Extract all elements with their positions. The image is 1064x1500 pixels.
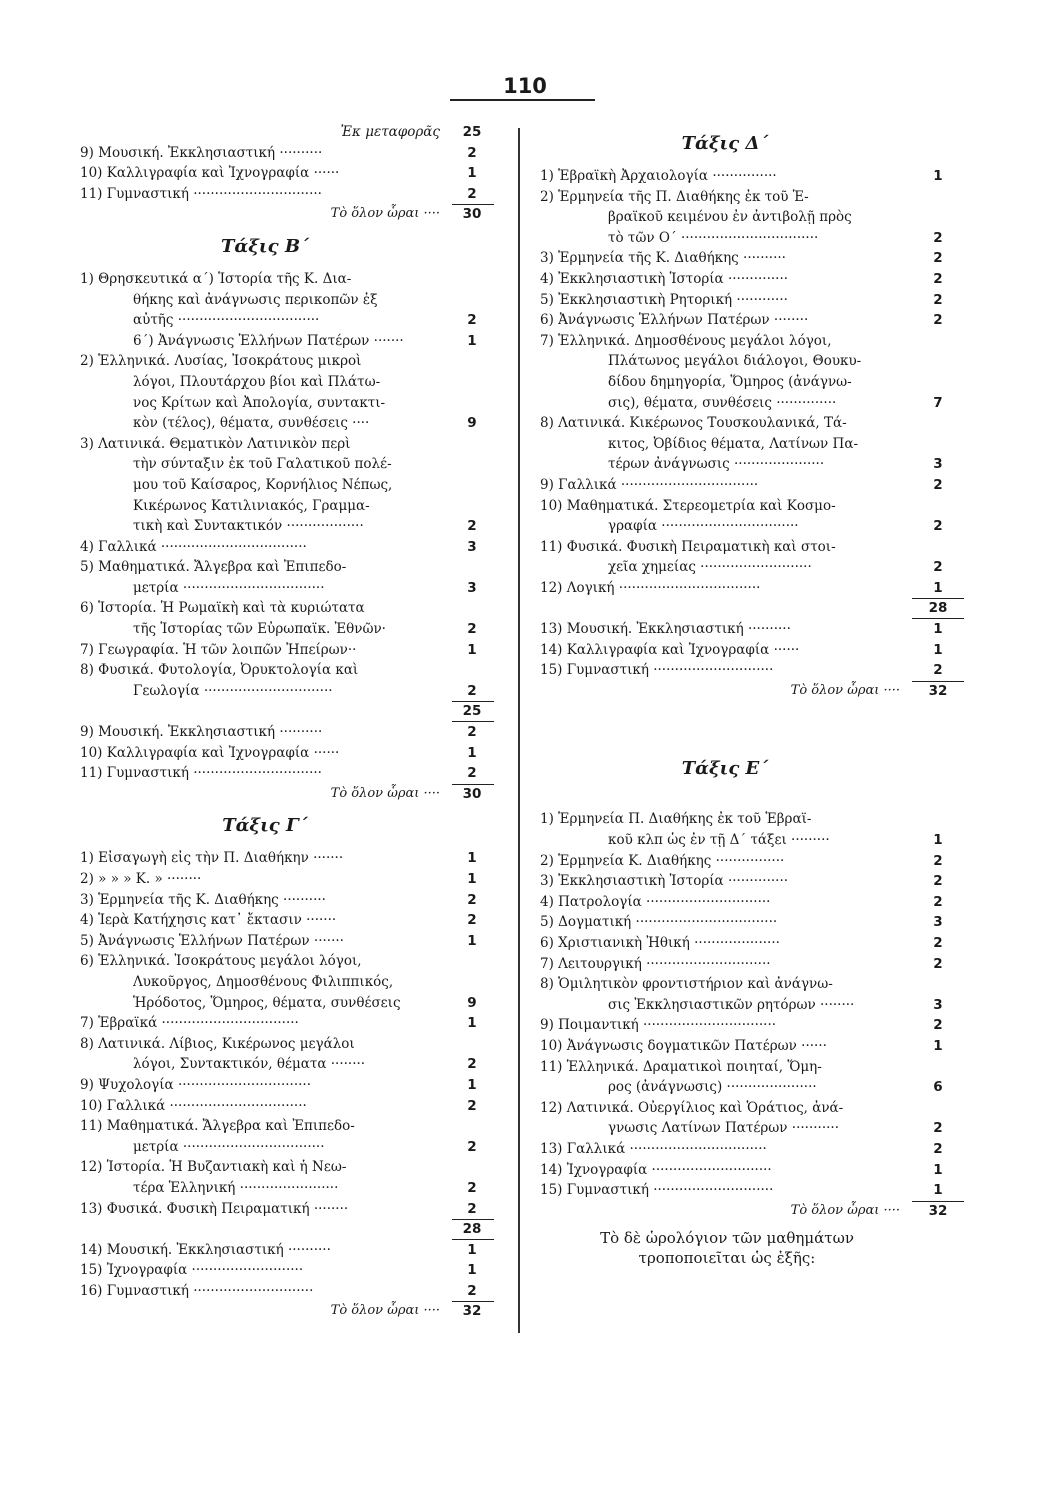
class-d-total-label: Τὸ ὅλον ὧραι ···· xyxy=(790,682,900,698)
subject-text: 14) Ἰχνογραφία ···························· xyxy=(540,1161,772,1178)
subject-row xyxy=(80,619,500,640)
carry-label: Ἐκ μεταφορᾶς xyxy=(340,124,440,140)
subject-row xyxy=(540,413,960,434)
subject-row xyxy=(540,248,960,269)
subject-row xyxy=(540,1139,960,1160)
subject-row xyxy=(80,184,500,205)
hours-count: 7 xyxy=(933,394,943,411)
hours-count: 2 xyxy=(933,250,943,267)
subject-text: γραφία ································ xyxy=(608,518,799,535)
subject-text: λόγοι, Πλουτάρχου βίοι καὶ Πλάτω- xyxy=(133,373,381,390)
subject-row xyxy=(540,475,960,496)
hours-count: 2 xyxy=(467,891,477,908)
hours-count: 2 xyxy=(467,765,477,782)
hours-count: 2 xyxy=(933,1120,943,1137)
hours-count: 1 xyxy=(467,871,477,887)
page-number-rule xyxy=(450,99,595,101)
subject-text: Πλάτωνος μεγάλοι διάλογοι, Θουκυ- xyxy=(608,353,862,370)
class-d-rows xyxy=(540,166,960,598)
class-d-extra-rows xyxy=(540,619,960,681)
subject-text: 3) Λατινικά. Θεματικὸν Λατινικὸν περὶ xyxy=(80,435,351,452)
hours-count: 1 xyxy=(933,168,943,184)
class-d-subtotal: 28 xyxy=(928,600,948,617)
subject-row xyxy=(80,290,500,311)
subject-row xyxy=(540,310,960,331)
subject-text: 12) Λατινικά. Οὐεργίλιος καὶ Ὁράτιος, ἀνά- xyxy=(540,1099,844,1116)
hours-count: 1 xyxy=(467,1015,477,1032)
subject-text: 13) Φυσικά. Φυσικὴ Πειραματική ········ xyxy=(80,1200,349,1217)
hours-count: 2 xyxy=(933,955,943,972)
subject-row xyxy=(540,809,960,830)
subject-text: 3) Ἑρμηνεία τῆς Κ. Διαθήκης ·········· xyxy=(540,250,786,267)
subject-row xyxy=(540,619,960,640)
hours-count: 2 xyxy=(933,518,943,535)
subject-row xyxy=(80,163,500,184)
hours-count: 2 xyxy=(933,476,943,493)
subject-row xyxy=(540,912,960,933)
subject-row xyxy=(540,454,960,475)
subject-row xyxy=(540,207,960,228)
subject-text: 1) Ἑβραϊκὴ Ἀρχαιολογία ··············· xyxy=(540,168,777,184)
subject-text: 5) Μαθηματικά. Ἄλγεβρα καὶ Ἐπιπεδο- xyxy=(80,559,347,576)
hours-count: 1 xyxy=(467,332,477,349)
subject-row xyxy=(540,331,960,352)
subject-row xyxy=(540,1180,960,1201)
class-e-total-count: 32 xyxy=(928,1202,948,1219)
subject-text: 10) Ἀνάγνωσις δογματικῶν Πατέρων ······ xyxy=(540,1037,827,1054)
subject-text: 4) Πατρολογία ····························· xyxy=(540,893,771,910)
subject-text: 3) Ἑρμηνεία τῆς Κ. Διαθήκης ·········· xyxy=(80,891,326,908)
class-c-rows xyxy=(80,848,500,1219)
subject-text: μετρία ································· xyxy=(133,1138,325,1155)
hours-count: 2 xyxy=(933,559,943,576)
subject-text: 7) Λειτουργική ····························· xyxy=(540,955,771,972)
subject-text: μετρία ································· xyxy=(133,579,325,596)
subject-row xyxy=(80,743,500,764)
subject-text: 11) Γυμναστική ······························ xyxy=(80,185,322,202)
subject-text: 16) Γυμναστική ···························· xyxy=(80,1282,314,1299)
class-c-total-row xyxy=(80,1301,500,1322)
subject-row xyxy=(80,454,500,475)
subject-text: 3) Ἐκκλησιαστικὴ Ἱστορία ·············· xyxy=(540,873,789,890)
hours-count: 1 xyxy=(467,641,477,658)
subject-text: 12) Λογική ································· xyxy=(540,579,761,596)
subject-text: 7) Ἑβραϊκά ································ xyxy=(80,1015,299,1032)
subject-text: 9) Μουσική. Ἐκκλησιαστική ·········· xyxy=(80,144,323,161)
subject-row xyxy=(540,892,960,913)
subject-text: χεῖα χημείας ·························· xyxy=(608,559,812,576)
hours-count: 1 xyxy=(467,1241,477,1258)
subject-row xyxy=(540,228,960,249)
hours-count: 6 xyxy=(933,1079,943,1096)
hours-count: 2 xyxy=(467,912,477,929)
subject-text: 8) Φυσικά. Φυτολογία, Ὀρυκτολογία καὶ xyxy=(80,662,359,679)
hours-count: 1 xyxy=(467,850,477,867)
subject-text: ρος (ἀνάγνωσις) ····················· xyxy=(608,1079,817,1096)
subject-row xyxy=(80,993,500,1014)
class-d-total-row xyxy=(540,681,960,702)
right-column xyxy=(540,122,960,1221)
subject-text: 5) Ἐκκλησιαστικὴ Ρητορική ············ xyxy=(540,291,788,308)
subject-text: 9) Μουσική. Ἐκκλησιαστική ·········· xyxy=(80,724,323,741)
subject-text: κοῦ κλπ ὡς ἐν τῇ Δ΄ τάξει ········· xyxy=(608,832,830,849)
subject-row xyxy=(540,166,960,187)
subject-text: κιτος, Ὀβίδιος θέματα, Λατίνων Πα- xyxy=(608,435,859,452)
left-column xyxy=(80,122,500,1322)
subject-row xyxy=(540,851,960,872)
subject-row xyxy=(80,413,500,434)
subject-text: τὸ τῶν Ο΄ ································ xyxy=(608,229,819,246)
subject-row xyxy=(540,995,960,1016)
class-c-total-label: Τὸ ὅλον ὧραι ···· xyxy=(330,1303,440,1319)
subject-row xyxy=(540,351,960,372)
subject-text: 9) Γαλλικά ································ xyxy=(540,476,759,493)
subject-text: 2) » » » Κ. » ········ xyxy=(80,871,202,887)
subject-text: 5) Ἀνάγνωσις Ἑλλήνων Πατέρων ······· xyxy=(80,932,344,949)
subject-text: σις), θέματα, συνθέσεις ·············· xyxy=(608,394,837,411)
subject-text: 15) Γυμναστική ···························· xyxy=(540,1182,774,1199)
subject-text: Κικέρωνος Κατιλινιακός, Γραμμα- xyxy=(133,497,370,514)
subject-text: 14) Μουσική. Ἐκκλησιαστική ·········· xyxy=(80,1241,331,1258)
subject-row xyxy=(80,143,500,164)
subject-text: 9) Ποιμαντική ······························· xyxy=(540,1017,777,1034)
subject-row xyxy=(540,1098,960,1119)
subject-row xyxy=(80,660,500,681)
class-c-total-count: 32 xyxy=(462,1303,482,1320)
subject-row xyxy=(80,372,500,393)
subject-text: 15) Ἰχνογραφία ·························· xyxy=(80,1262,304,1279)
class-b-total-label: Τὸ ὅλον ὧραι ···· xyxy=(330,785,440,801)
subject-row xyxy=(80,1240,500,1261)
subject-row xyxy=(80,1157,500,1178)
hours-count: 1 xyxy=(933,832,943,849)
hours-count: 2 xyxy=(467,682,477,699)
subject-text: 13) Γαλλικά ································ xyxy=(540,1140,767,1157)
subject-row xyxy=(80,681,500,702)
subject-row xyxy=(80,972,500,993)
class-c-subtotal-row xyxy=(80,1219,500,1240)
subject-row xyxy=(540,1118,960,1139)
subject-row xyxy=(540,1160,960,1181)
subject-row xyxy=(80,1013,500,1034)
subject-text: τῆς Ἱστορίας τῶν Εὐρωπαϊκ. Ἐθνῶν· xyxy=(133,621,386,638)
intro-total-row xyxy=(80,204,500,225)
hours-count: 2 xyxy=(467,312,477,329)
subject-text: 1) Θρησκευτικά α΄) Ἱστορία τῆς Κ. Δια- xyxy=(80,270,352,287)
hours-count: 2 xyxy=(467,1138,477,1155)
subject-row xyxy=(80,516,500,537)
hours-count: 1 xyxy=(933,579,943,596)
subject-row xyxy=(80,1137,500,1158)
subject-row xyxy=(80,1034,500,1055)
subject-row xyxy=(540,1077,960,1098)
subject-text: τικὴ καὶ Συντακτικόν ·················· xyxy=(133,518,364,535)
subject-row xyxy=(540,393,960,414)
subject-text: 10) Καλλιγραφία καὶ Ἰχνογραφία ······ xyxy=(80,744,340,761)
subject-row xyxy=(540,496,960,517)
hours-count: 2 xyxy=(933,270,943,287)
hours-count: 1 xyxy=(933,1161,943,1178)
subject-row xyxy=(80,931,500,952)
subject-row xyxy=(540,1036,960,1057)
carry-row xyxy=(80,122,500,143)
class-e-rows xyxy=(540,809,960,1200)
subject-text: 10) Καλλιγραφία καὶ Ἰχνογραφία ······ xyxy=(80,165,340,182)
subject-row xyxy=(540,434,960,455)
subject-row xyxy=(80,310,500,331)
hours-count: 3 xyxy=(467,579,477,596)
subject-text: 8) Λατινικά. Κικέρωνος Τουσκουλανικά, Τά- xyxy=(540,415,847,432)
subject-row xyxy=(540,830,960,851)
subject-text: 4) Ἱερὰ Κατήχησις κατ᾿ ἔκτασιν ······· xyxy=(80,912,337,929)
subject-row xyxy=(80,537,500,558)
subject-text: θήκης καὶ ἀνάγνωσις περικοπῶν ἐξ xyxy=(133,291,378,308)
class-d-total-count: 32 xyxy=(928,682,948,699)
hours-count: 2 xyxy=(933,893,943,910)
class-d-subtotal-row xyxy=(540,598,960,619)
hours-count: 1 xyxy=(467,744,477,761)
hours-count: 2 xyxy=(933,291,943,308)
subject-text: 13) Μουσική. Ἐκκλησιαστική ·········· xyxy=(540,621,791,638)
subject-text: 1) Ἑρμηνεία Π. Διαθήκης ἐκ τοῦ Ἑβραϊ- xyxy=(540,811,812,828)
subject-row xyxy=(80,1116,500,1137)
class-b-heading: Τάξις Β΄ xyxy=(220,235,310,257)
carry-count: 25 xyxy=(462,124,482,140)
class-e-total-label: Τὸ ὅλον ὧραι ···· xyxy=(790,1202,900,1218)
subject-row xyxy=(80,910,500,931)
subject-text: λόγοι, Συντακτικόν, θέματα ········ xyxy=(133,1056,366,1073)
subject-text: 2) Ἑρμηνεία τῆς Π. Διαθήκης ἐκ τοῦ Ἑ- xyxy=(540,188,809,205)
subject-text: 4) Γαλλικά ·································· xyxy=(80,538,307,555)
subject-text: 15) Γυμναστική ···························· xyxy=(540,662,774,679)
subject-text: 6) Ἑλληνικά. Ἰσοκράτους μεγάλοι λόγοι, xyxy=(80,953,362,970)
subject-row xyxy=(80,434,500,455)
hours-count: 2 xyxy=(467,144,477,161)
subject-row xyxy=(80,1260,500,1281)
hours-count: 2 xyxy=(467,185,477,202)
class-c-subtotal: 28 xyxy=(462,1221,482,1238)
hours-count: 2 xyxy=(933,852,943,869)
hours-count: 2 xyxy=(467,1179,477,1196)
subject-text: 2) Ἑρμηνεία Κ. Διαθήκης ················ xyxy=(540,852,785,869)
class-b-subtotal-row xyxy=(80,701,500,722)
subject-text: 11) Μαθηματικά. Ἄλγεβρα καὶ Ἐπιπεδο- xyxy=(80,1118,355,1135)
subject-row xyxy=(540,640,960,661)
hours-count: 2 xyxy=(467,1097,477,1114)
subject-row xyxy=(80,640,500,661)
subject-text: 6) Ἱστορία. Ἡ Ρωμαϊκὴ καὶ τὰ κυριώτατα xyxy=(80,600,365,617)
subject-text: κὸν (τέλος), θέματα, συνθέσεις ···· xyxy=(133,415,370,432)
class-c-extra-rows xyxy=(80,1240,500,1302)
subject-text: 7) Γεωγραφία. Ἡ τῶν λοιπῶν Ἠπείρων·· xyxy=(80,641,357,658)
subject-row xyxy=(540,933,960,954)
class-d-heading: Τάξις Δ΄ xyxy=(681,133,769,154)
subject-row xyxy=(80,496,500,517)
hours-count: 9 xyxy=(467,994,477,1011)
subject-row xyxy=(540,974,960,995)
hours-count: 3 xyxy=(933,914,943,931)
class-b-extra-rows xyxy=(80,722,500,784)
subject-text: 2) Ἑλληνικά. Λυσίας, Ἰσοκράτους μικροὶ xyxy=(80,353,362,370)
subject-row xyxy=(80,763,500,784)
hours-count: 1 xyxy=(933,1182,943,1199)
subject-text: 8) Ὁμιλητικὸν φροντιστήριον καὶ ἀνάγνω- xyxy=(540,976,833,993)
subject-row xyxy=(80,1096,500,1117)
subject-row xyxy=(80,269,500,290)
hours-count: 2 xyxy=(467,518,477,535)
subject-row xyxy=(80,598,500,619)
subject-text: τέρων ἀνάγνωσις ····················· xyxy=(608,456,825,473)
subject-text: 11) Γυμναστική ······························ xyxy=(80,765,322,782)
hours-count: 2 xyxy=(933,935,943,951)
subject-text: Γεωλογία ······························ xyxy=(133,682,333,699)
hours-count: 2 xyxy=(933,1017,943,1034)
intro-total-label: Τὸ ὅλον ὧραι ···· xyxy=(330,206,440,222)
subject-text: Ἡρόδοτος, Ὅμηρος, θέματα, συνθέσεις xyxy=(133,994,401,1011)
subject-row xyxy=(540,516,960,537)
hours-count: 1 xyxy=(933,621,943,638)
schedule-note: Τὸ δὲ ὡρολόγιον τῶν μαθημάτων τροποποιεῖται ὡς ἑξῆς: xyxy=(600,1229,854,1267)
subject-text: 6) Χριστιανικὴ Ἠθική ···················· xyxy=(540,935,780,951)
subject-row xyxy=(80,351,500,372)
subject-row xyxy=(540,871,960,892)
subject-row xyxy=(80,869,500,890)
subject-row xyxy=(80,1054,500,1075)
hours-count: 1 xyxy=(933,1037,943,1054)
hours-count: 2 xyxy=(933,662,943,679)
intro-rows xyxy=(80,143,500,205)
class-c-heading: Τάξις Γ΄ xyxy=(222,815,308,837)
subject-text: 10) Γαλλικά ································ xyxy=(80,1097,307,1114)
subject-row xyxy=(80,1281,500,1302)
class-b-subtotal: 25 xyxy=(462,703,482,720)
subject-row xyxy=(80,393,500,414)
hours-count: 1 xyxy=(467,1076,477,1093)
subject-row xyxy=(80,722,500,743)
subject-row xyxy=(80,557,500,578)
subject-text: μου τοῦ Καίσαρος, Κορνήλιος Νέπως, xyxy=(133,476,393,493)
subject-row xyxy=(540,954,960,975)
subject-text: 10) Μαθηματικά. Στερεομετρία καὶ Κοσμο- xyxy=(540,497,836,514)
subject-text: 12) Ἱστορία. Ἡ Βυζαντιακὴ καὶ ἡ Νεω- xyxy=(80,1159,347,1176)
hours-count: 1 xyxy=(467,1262,477,1279)
subject-row xyxy=(80,1178,500,1199)
subject-text: Λυκοῦργος, Δημοσθένους Φιλιππικός, xyxy=(133,973,394,990)
subject-text: τὴν σύνταξιν ἐκ τοῦ Γαλατικοῦ πολέ- xyxy=(133,456,392,473)
subject-text: 6΄) Ἀνάγνωσις Ἑλλήνων Πατέρων ······· xyxy=(133,332,404,349)
hours-count: 2 xyxy=(467,1200,477,1217)
subject-row xyxy=(80,475,500,496)
subject-text: 8) Λατινικά. Λίβιος, Κικέρωνος μεγάλοι xyxy=(80,1035,355,1052)
column-divider xyxy=(518,128,520,1333)
subject-text: σις Ἐκκλησιαστικῶν ρητόρων ········ xyxy=(608,996,855,1013)
hours-count: 3 xyxy=(467,538,477,555)
hours-count: 2 xyxy=(933,312,943,329)
hours-count: 3 xyxy=(933,996,943,1013)
hours-count: 2 xyxy=(467,621,477,638)
intro-total-count: 30 xyxy=(462,206,482,223)
subject-row xyxy=(540,578,960,599)
hours-count: 2 xyxy=(933,229,943,246)
subject-row xyxy=(540,372,960,393)
class-b-total-count: 30 xyxy=(462,785,482,802)
subject-row xyxy=(80,890,500,911)
subject-text: τέρα Ἑλληνική ······················· xyxy=(133,1179,339,1196)
hours-count: 2 xyxy=(933,873,943,890)
subject-text: 11) Φυσικά. Φυσικὴ Πειραματικὴ καὶ στοι- xyxy=(540,538,836,555)
hours-count: 2 xyxy=(467,724,477,741)
subject-row xyxy=(80,1199,500,1220)
hours-count: 2 xyxy=(467,1282,477,1299)
hours-count: 1 xyxy=(933,641,943,658)
subject-row xyxy=(80,578,500,599)
subject-row xyxy=(540,1057,960,1078)
subject-text: 6) Ἀνάγνωσις Ἑλλήνων Πατέρων ········ xyxy=(540,312,809,329)
hours-count: 1 xyxy=(467,165,477,182)
subject-row xyxy=(540,537,960,558)
subject-text: αὐτῆς ································· xyxy=(133,312,320,329)
subject-text: 4) Ἐκκλησιαστικὴ Ἱστορία ·············· xyxy=(540,270,789,287)
hours-count: 2 xyxy=(467,1056,477,1073)
subject-row xyxy=(540,187,960,208)
subject-text: 7) Ἑλληνικά. Δημοσθένους μεγάλοι λόγοι, xyxy=(540,332,832,349)
subject-text: 1) Εἰσαγωγὴ εἰς τὴν Π. Διαθήκην ······· xyxy=(80,850,344,867)
subject-row xyxy=(540,557,960,578)
subject-row xyxy=(80,1075,500,1096)
subject-row xyxy=(540,660,960,681)
hours-count: 9 xyxy=(467,415,477,432)
subject-row xyxy=(540,290,960,311)
subject-row xyxy=(80,331,500,352)
hours-count: 3 xyxy=(933,456,943,473)
page-number: 110 xyxy=(503,74,547,98)
class-e-heading: Τάξις Ε΄ xyxy=(681,758,769,780)
subject-text: 14) Καλλιγραφία καὶ Ἰχνογραφία ······ xyxy=(540,641,800,658)
subject-text: νος Κρίτων καὶ Ἀπολογία, συντακτι- xyxy=(133,394,386,411)
subject-row xyxy=(540,1015,960,1036)
subject-text: 9) Ψυχολογία ······························· xyxy=(80,1076,311,1093)
hours-count: 2 xyxy=(933,1140,943,1157)
subject-text: 11) Ἑλληνικά. Δραματικοὶ ποιηταί, Ὅμη- xyxy=(540,1058,822,1075)
class-b-total-row xyxy=(80,784,500,805)
subject-row xyxy=(80,951,500,972)
subject-text: βραϊκοῦ κειμένου ἐν ἀντιβολῇ πρὸς xyxy=(608,209,852,226)
subject-text: 5) Δογματική ································· xyxy=(540,914,778,931)
subject-row xyxy=(80,848,500,869)
class-e-total-row xyxy=(540,1201,960,1222)
subject-text: δίδου δημηγορία, Ὅμηρος (ἀνάγνω- xyxy=(608,373,852,390)
class-b-rows xyxy=(80,269,500,701)
subject-row xyxy=(540,269,960,290)
hours-count: 1 xyxy=(467,932,477,949)
subject-text: γνωσις Λατίνων Πατέρων ··········· xyxy=(608,1120,839,1137)
